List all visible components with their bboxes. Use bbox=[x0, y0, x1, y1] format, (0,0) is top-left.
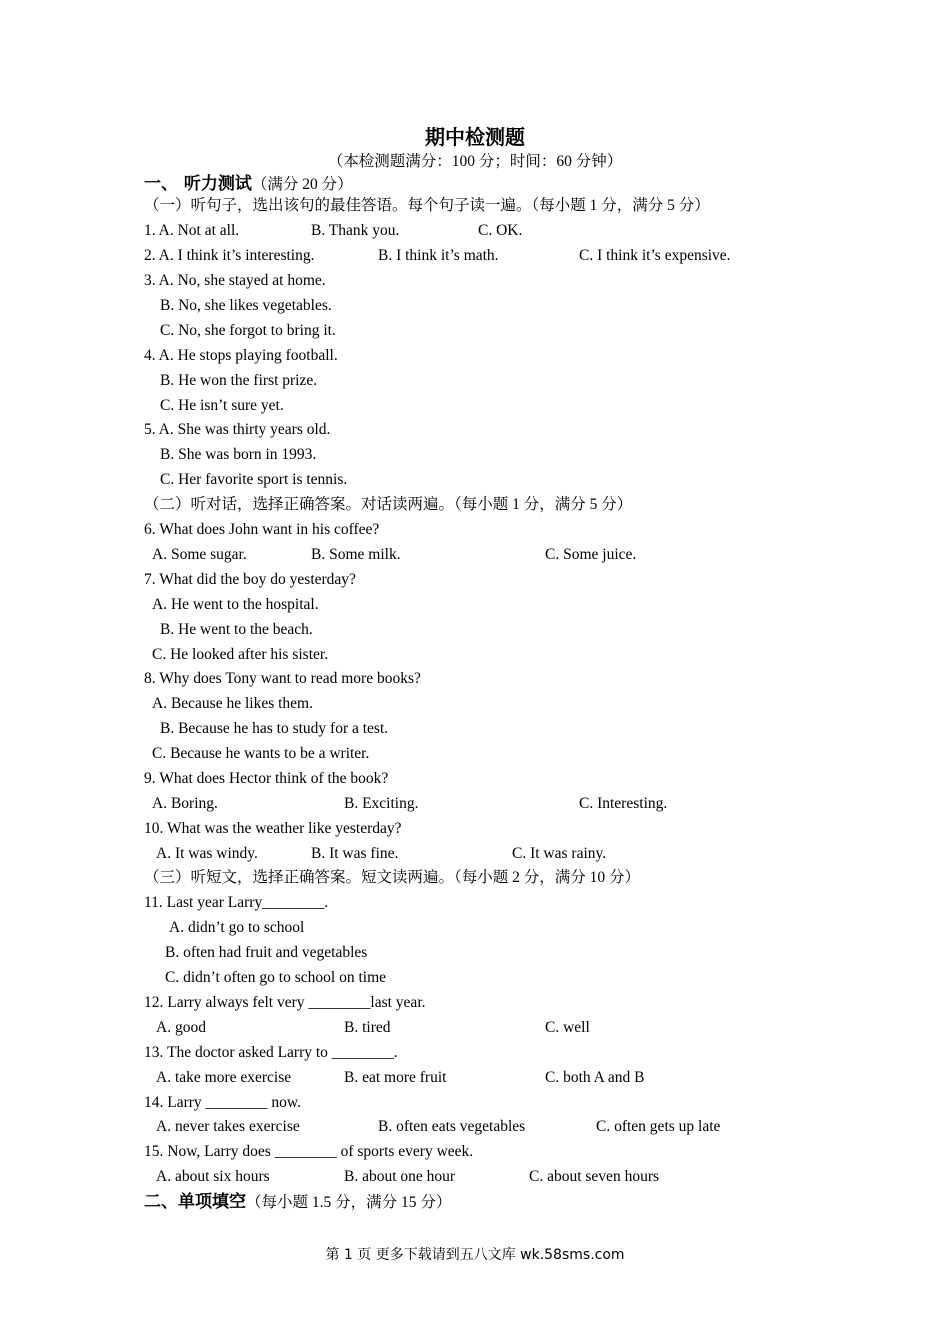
section-2-heading bbox=[144, 1191, 451, 1214]
q15-option-c: C. about seven hours bbox=[529, 1168, 660, 1185]
q9-option-b: B. Exciting. bbox=[344, 795, 419, 812]
q13-stem: 13. The doctor asked Larry to ________. bbox=[144, 1044, 398, 1061]
q8-stem: 8. Why does Tony want to read more books? bbox=[144, 670, 421, 687]
q4-option-b: B. He won the first prize. bbox=[160, 372, 318, 389]
q15-stem: 15. Now, Larry does ________ of sports every week. bbox=[144, 1143, 474, 1160]
q5-option-c: C. Her favorite sport is tennis. bbox=[160, 471, 348, 488]
q5-option-a: 5. A. She was thirty years old. bbox=[144, 421, 331, 438]
q7-option-b: B. He went to the beach. bbox=[160, 621, 313, 638]
q2-option-a: 2. A. I think it’s interesting. bbox=[144, 247, 315, 264]
q10-option-b: B. It was fine. bbox=[311, 845, 399, 862]
q1-option-c: C. OK. bbox=[478, 222, 523, 239]
q4-option-c: C. He isn’t sure yet. bbox=[160, 397, 284, 414]
q14-option-a: A. never takes exercise bbox=[156, 1118, 300, 1135]
q8-option-c: C. Because he wants to be a writer. bbox=[152, 745, 370, 762]
q7-stem: 7. What did the boy do yesterday? bbox=[144, 571, 356, 588]
q13-option-b: B. eat more fruit bbox=[344, 1069, 447, 1086]
q14-stem: 14. Larry ________ now. bbox=[144, 1094, 301, 1111]
q7-option-c: C. He looked after his sister. bbox=[152, 646, 329, 663]
page-title: 期中检测题 bbox=[425, 125, 525, 149]
q14-option-c: C. often gets up late bbox=[596, 1118, 721, 1135]
q3-option-b: B. No, she likes vegetables. bbox=[160, 297, 332, 314]
q11-option-a: A. didn’t go to school bbox=[169, 919, 305, 936]
q12-option-a: A. good bbox=[156, 1019, 206, 1036]
q8-option-a: A. Because he likes them. bbox=[152, 695, 313, 712]
q11-option-c: C. didn’t often go to school on time bbox=[165, 969, 387, 986]
q10-option-c: C. It was rainy. bbox=[512, 845, 607, 862]
q2-option-b: B. I think it’s math. bbox=[378, 247, 499, 264]
q3-option-a: 3. A. No, she stayed at home. bbox=[144, 272, 326, 289]
q3-option-c: C. No, she forgot to bring it. bbox=[160, 322, 336, 339]
section-2-score: （每小题 1.5 分，满分 15 分） bbox=[246, 1194, 452, 1211]
q8-option-b: B. Because he has to study for a test. bbox=[160, 720, 389, 737]
section-1-title: 一、 听力测试 bbox=[144, 174, 252, 194]
q15-option-b: B. about one hour bbox=[344, 1168, 456, 1185]
q2-option-c: C. I think it’s expensive. bbox=[579, 247, 731, 264]
q9-option-a: A. Boring. bbox=[152, 795, 218, 812]
q6-stem: 6. What does John want in his coffee? bbox=[144, 521, 380, 538]
q1-option-a: 1. A. Not at all. bbox=[144, 222, 240, 239]
q6-option-b: B. Some milk. bbox=[311, 546, 401, 563]
q12-option-c: C. well bbox=[545, 1019, 590, 1036]
q11-option-b: B. often had fruit and vegetables bbox=[165, 944, 368, 961]
q1-option-b: B. Thank you. bbox=[311, 222, 400, 239]
q12-stem: 12. Larry always felt very ________last year. bbox=[144, 994, 426, 1011]
q7-option-a: A. He went to the hospital. bbox=[152, 596, 319, 613]
q9-option-c: C. Interesting. bbox=[579, 795, 668, 812]
page-footer: 第 1 页 更多下载请到五八文库 wk.58sms.com bbox=[325, 1247, 625, 1263]
q11-stem: 11. Last year Larry________. bbox=[144, 894, 329, 911]
q10-option-a: A. It was windy. bbox=[156, 845, 258, 862]
page-subtitle: （本检测题满分：100 分；时间：60 分钟） bbox=[327, 153, 623, 170]
section-1-heading bbox=[144, 173, 353, 196]
q14-option-b: B. often eats vegetables bbox=[378, 1118, 526, 1135]
q13-option-a: A. take more exercise bbox=[156, 1069, 292, 1086]
q10-stem: 10. What was the weather like yesterday? bbox=[144, 820, 402, 837]
part-2-instruction: （二）听对话，选择正确答案。对话读两遍。（每小题 1 分，满分 5 分） bbox=[144, 496, 633, 513]
part-3-instruction: （三）听短文，选择正确答案。短文读两遍。（每小题 2 分，满分 10 分） bbox=[144, 869, 641, 886]
part-1-instruction: （一）听句子，选出该句的最佳答语。每个句子读一遍。（每小题 1 分，满分 5 分） bbox=[144, 197, 710, 214]
q6-option-c: C. Some juice. bbox=[545, 546, 637, 563]
q5-option-b: B. She was born in 1993. bbox=[160, 446, 317, 463]
section-1-score: （满分 20 分） bbox=[251, 176, 353, 193]
q6-option-a: A. Some sugar. bbox=[152, 546, 247, 563]
q12-option-b: B. tired bbox=[344, 1019, 391, 1036]
q9-stem: 9. What does Hector think of the book? bbox=[144, 770, 389, 787]
q15-option-a: A. about six hours bbox=[156, 1168, 270, 1185]
section-2-title: 二、单项填空 bbox=[144, 1192, 246, 1212]
q4-option-a: 4. A. He stops playing football. bbox=[144, 347, 338, 364]
q13-option-c: C. both A and B bbox=[545, 1069, 645, 1086]
